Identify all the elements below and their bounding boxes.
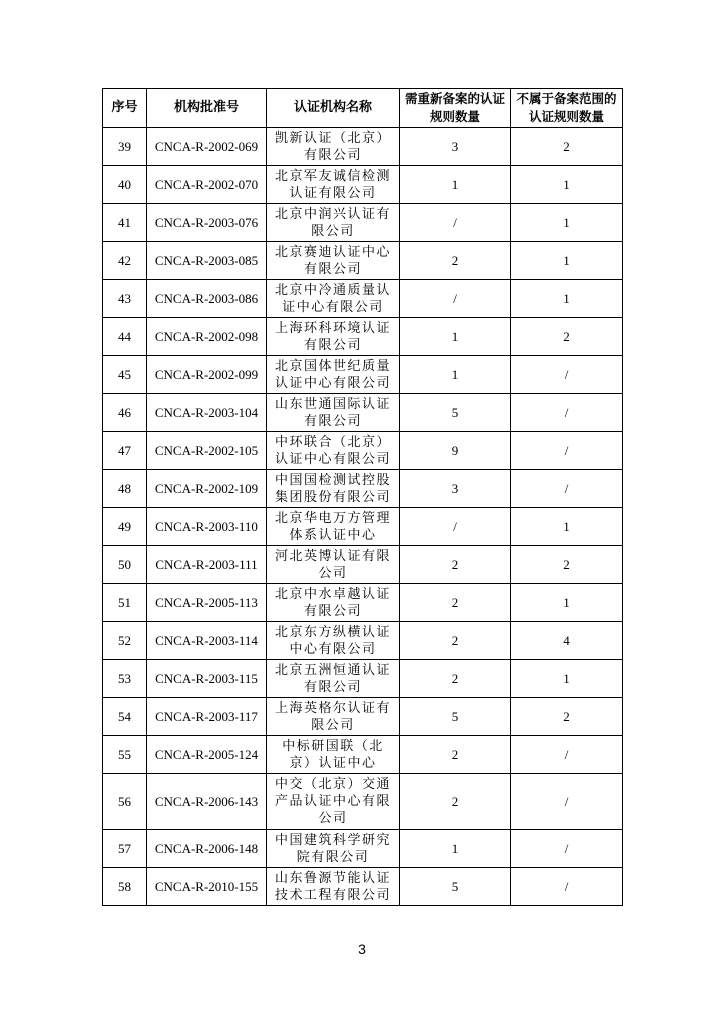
cell-refile-count: 2 (400, 774, 511, 830)
cell-approval-no: CNCA-R-2002-109 (147, 470, 267, 508)
cell-org-name: 山东世通国际认证有限公司 (267, 394, 400, 432)
cell-org-name: 上海环科环境认证有限公司 (267, 318, 400, 356)
header-index: 序号 (103, 89, 147, 128)
cell-org-name: 上海英格尔认证有限公司 (267, 698, 400, 736)
cell-refile-count: 2 (400, 622, 511, 660)
cell-approval-no: CNCA-R-2002-099 (147, 356, 267, 394)
cell-org-name: 中标研国联（北京）认证中心 (267, 736, 400, 774)
table-row (103, 622, 623, 660)
cell-refile-count: 5 (400, 394, 511, 432)
cell-org-name: 中环联合（北京）认证中心有限公司 (267, 432, 400, 470)
cell-approval-no: CNCA-R-2002-098 (147, 318, 267, 356)
cell-index: 53 (103, 660, 147, 698)
cell-org-name: 中交（北京）交通产品认证中心有限公司 (267, 774, 400, 830)
cell-org-name: 山东鲁源节能认证技术工程有限公司 (267, 868, 400, 906)
cell-approval-no: CNCA-R-2002-105 (147, 432, 267, 470)
cell-refile-count: 3 (400, 128, 511, 166)
cell-refile-count: 5 (400, 698, 511, 736)
cell-index: 52 (103, 622, 147, 660)
cell-refile-count: 2 (400, 546, 511, 584)
cell-org-name: 北京华电万方管理体系认证中心 (267, 508, 400, 546)
cell-index: 51 (103, 584, 147, 622)
cell-org-name: 北京五洲恒通认证有限公司 (267, 660, 400, 698)
cell-approval-no: CNCA-R-2006-148 (147, 830, 267, 868)
header-refile-rules: 需重新备案的认证规则数量 (400, 89, 511, 128)
table-row (103, 242, 623, 280)
cell-refile-count: 1 (400, 356, 511, 394)
cell-approval-no: CNCA-R-2003-117 (147, 698, 267, 736)
cell-refile-count: 2 (400, 242, 511, 280)
header-non-scope-rules: 不属于备案范围的认证规则数量 (511, 89, 623, 128)
cell-non-scope-count: 1 (511, 660, 623, 698)
cell-non-scope-count: 1 (511, 242, 623, 280)
cell-non-scope-count: 2 (511, 698, 623, 736)
cell-approval-no: CNCA-R-2002-069 (147, 128, 267, 166)
cell-index: 41 (103, 204, 147, 242)
cell-org-name: 北京东方纵横认证中心有限公司 (267, 622, 400, 660)
page-number: 3 (358, 941, 366, 957)
table-body (103, 128, 623, 906)
cell-non-scope-count: / (511, 470, 623, 508)
cell-index: 45 (103, 356, 147, 394)
certification-body-table (102, 88, 623, 906)
cell-index: 44 (103, 318, 147, 356)
cell-non-scope-count: / (511, 356, 623, 394)
cell-org-name: 中国建筑科学研究院有限公司 (267, 830, 400, 868)
cell-non-scope-count: / (511, 394, 623, 432)
cell-index: 50 (103, 546, 147, 584)
cell-non-scope-count: / (511, 432, 623, 470)
cell-approval-no: CNCA-R-2002-070 (147, 166, 267, 204)
cell-approval-no: CNCA-R-2003-114 (147, 622, 267, 660)
cell-non-scope-count: / (511, 868, 623, 906)
table-row (103, 508, 623, 546)
cell-refile-count: 3 (400, 470, 511, 508)
table-row (103, 394, 623, 432)
cell-non-scope-count: 1 (511, 280, 623, 318)
cell-org-name: 北京赛迪认证中心有限公司 (267, 242, 400, 280)
cell-approval-no: CNCA-R-2005-124 (147, 736, 267, 774)
cell-index: 54 (103, 698, 147, 736)
table-row (103, 204, 623, 242)
cell-org-name: 中国国检测试控股集团股份有限公司 (267, 470, 400, 508)
table-row (103, 280, 623, 318)
cell-index: 42 (103, 242, 147, 280)
cell-refile-count: 1 (400, 318, 511, 356)
table-row (103, 318, 623, 356)
cell-approval-no: CNCA-R-2005-113 (147, 584, 267, 622)
cell-index: 49 (103, 508, 147, 546)
cell-org-name: 北京中润兴认证有限公司 (267, 204, 400, 242)
cell-index: 39 (103, 128, 147, 166)
cell-approval-no: CNCA-R-2006-143 (147, 774, 267, 830)
table-row (103, 830, 623, 868)
table-row (103, 698, 623, 736)
table-row (103, 736, 623, 774)
cell-non-scope-count: 1 (511, 508, 623, 546)
cell-refile-count: / (400, 508, 511, 546)
cell-refile-count: 5 (400, 868, 511, 906)
cell-refile-count: / (400, 204, 511, 242)
cell-non-scope-count: 4 (511, 622, 623, 660)
cell-non-scope-count: 2 (511, 546, 623, 584)
cell-non-scope-count: 2 (511, 128, 623, 166)
cell-non-scope-count: 1 (511, 166, 623, 204)
cell-index: 57 (103, 830, 147, 868)
cell-approval-no: CNCA-R-2010-155 (147, 868, 267, 906)
cell-org-name: 凯新认证（北京）有限公司 (267, 128, 400, 166)
table-row (103, 128, 623, 166)
cell-approval-no: CNCA-R-2003-076 (147, 204, 267, 242)
cell-non-scope-count: / (511, 830, 623, 868)
cell-index: 56 (103, 774, 147, 830)
cell-org-name: 北京国体世纪质量认证中心有限公司 (267, 356, 400, 394)
cell-non-scope-count: 1 (511, 584, 623, 622)
table-row (103, 774, 623, 830)
table-row (103, 584, 623, 622)
cell-refile-count: 9 (400, 432, 511, 470)
cell-refile-count: 2 (400, 736, 511, 774)
cell-index: 55 (103, 736, 147, 774)
cell-approval-no: CNCA-R-2003-086 (147, 280, 267, 318)
cell-approval-no: CNCA-R-2003-110 (147, 508, 267, 546)
cell-refile-count: 2 (400, 660, 511, 698)
table-row (103, 356, 623, 394)
table-row (103, 470, 623, 508)
table-row (103, 166, 623, 204)
cell-non-scope-count: 1 (511, 204, 623, 242)
cell-index: 47 (103, 432, 147, 470)
table-row (103, 432, 623, 470)
table-row (103, 868, 623, 906)
cell-non-scope-count: / (511, 774, 623, 830)
cell-index: 48 (103, 470, 147, 508)
table-row (103, 546, 623, 584)
cell-non-scope-count: 2 (511, 318, 623, 356)
cell-refile-count: 1 (400, 166, 511, 204)
header-org-name: 认证机构名称 (267, 89, 400, 128)
cell-refile-count: 2 (400, 584, 511, 622)
table-header-row (103, 89, 623, 128)
cell-org-name: 北京军友诚信检测认证有限公司 (267, 166, 400, 204)
cell-refile-count: 1 (400, 830, 511, 868)
cell-index: 46 (103, 394, 147, 432)
cell-approval-no: CNCA-R-2003-085 (147, 242, 267, 280)
cell-org-name: 北京中冷通质量认证中心有限公司 (267, 280, 400, 318)
cell-org-name: 北京中水卓越认证有限公司 (267, 584, 400, 622)
cell-approval-no: CNCA-R-2003-115 (147, 660, 267, 698)
cell-approval-no: CNCA-R-2003-104 (147, 394, 267, 432)
cell-index: 40 (103, 166, 147, 204)
header-approval-no: 机构批准号 (147, 89, 267, 128)
cell-index: 43 (103, 280, 147, 318)
table-row (103, 660, 623, 698)
cell-refile-count: / (400, 280, 511, 318)
cell-index: 58 (103, 868, 147, 906)
cell-approval-no: CNCA-R-2003-111 (147, 546, 267, 584)
cell-org-name: 河北英博认证有限公司 (267, 546, 400, 584)
cell-non-scope-count: / (511, 736, 623, 774)
